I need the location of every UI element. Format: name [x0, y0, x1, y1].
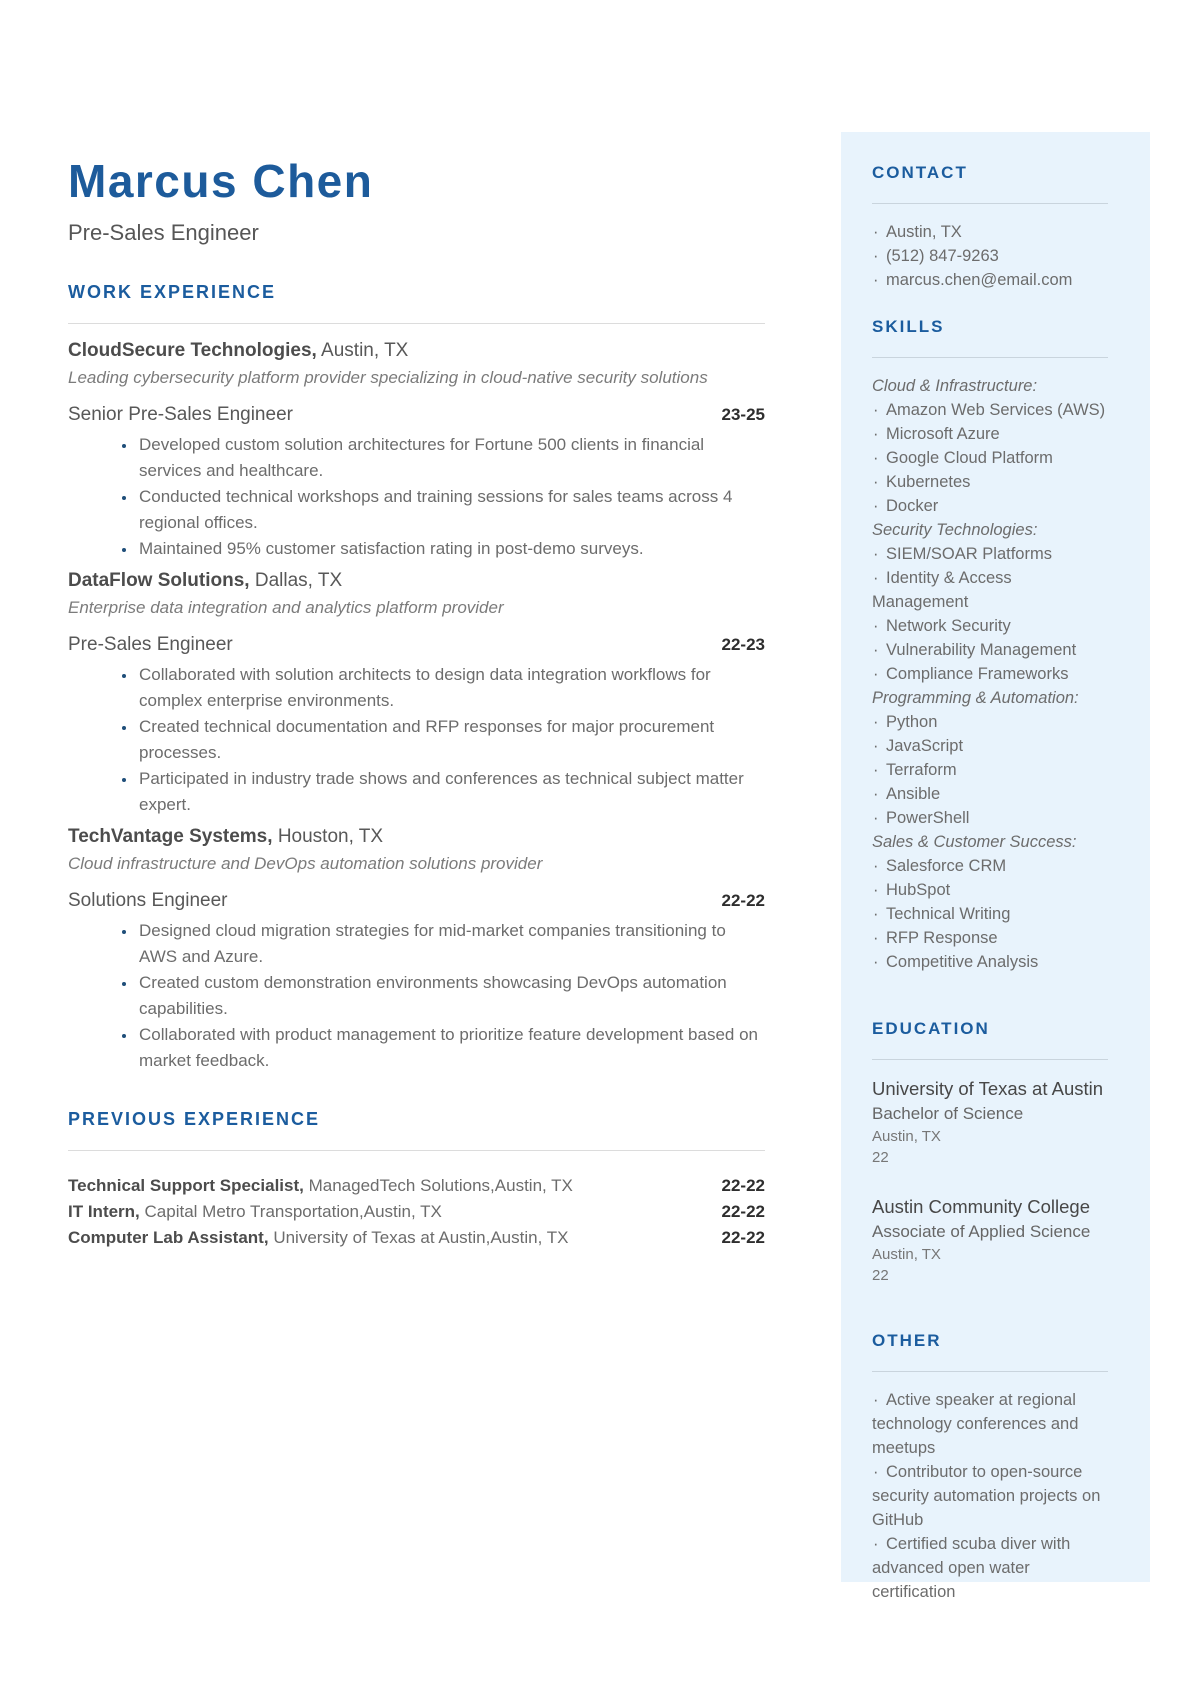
- divider: [68, 323, 765, 324]
- sidebar: [841, 132, 1150, 1601]
- school-name: University of Texas at Austin: [872, 1078, 1104, 1099]
- previous-company: Capital Metro Transportation,Austin, TX: [144, 1202, 442, 1222]
- skill-item: · JavaScript: [872, 734, 1108, 758]
- previous-role: IT Intern,: [68, 1202, 140, 1222]
- section-heading-previous: PREVIOUS EXPERIENCE: [68, 1109, 321, 1130]
- school-location: Austin, TX: [872, 1246, 941, 1263]
- role-dates: 23-25: [721, 405, 765, 425]
- role-row: [68, 888, 765, 914]
- degree: Associate of Applied Science: [872, 1222, 1091, 1241]
- company-location: Austin, TX: [321, 340, 409, 362]
- role-title: Senior Pre-Sales Engineer: [68, 404, 293, 426]
- bullet-list: [68, 918, 765, 1074]
- skill-item: · Terraform: [872, 758, 1108, 782]
- company-description: Leading cybersecurity platform provider specializing in cloud-native security solutions: [68, 368, 708, 388]
- divider: [872, 1371, 1108, 1372]
- previous-experience-row: [68, 1173, 765, 1199]
- section-heading-contact: CONTACT: [872, 163, 968, 182]
- previous-dates: 22-22: [721, 1176, 765, 1196]
- skill-category: Cloud & Infrastructure:: [872, 377, 1038, 395]
- previous-role-line: [68, 1199, 442, 1225]
- other-item: · Active speaker at regional technology conferences and meetups: [872, 1388, 1108, 1460]
- skill-category: Sales & Customer Success:: [872, 833, 1077, 851]
- skill-item: · Kubernetes: [872, 470, 1108, 494]
- company-name: DataFlow Solutions,: [68, 570, 250, 592]
- section-heading-skills: SKILLS: [872, 317, 945, 336]
- school-name: Austin Community College: [872, 1196, 1090, 1217]
- skill-item: · Compliance Frameworks: [872, 662, 1108, 686]
- bullet-list: [68, 662, 765, 818]
- divider: [872, 357, 1108, 358]
- previous-role-line: [68, 1225, 568, 1251]
- divider: [872, 203, 1108, 204]
- skill-item: · HubSpot: [872, 878, 1108, 902]
- company-description: Cloud infrastructure and DevOps automation solutions provider: [68, 854, 543, 874]
- company-name: TechVantage Systems,: [68, 826, 273, 848]
- skill-item: · PowerShell: [872, 806, 1108, 830]
- skill-item: · Amazon Web Services (AWS): [872, 398, 1108, 422]
- school-location: Austin, TX: [872, 1128, 941, 1145]
- other-item: · Contributor to open-source security automation projects on GitHub: [872, 1460, 1108, 1532]
- role-dates: 22-22: [721, 891, 765, 911]
- degree: Bachelor of Science: [872, 1104, 1024, 1123]
- contact-email: · marcus.chen@email.com: [872, 268, 1108, 292]
- contact-location: · Austin, TX: [872, 220, 1108, 244]
- section-heading-other: OTHER: [872, 1331, 942, 1350]
- skill-item: · Ansible: [872, 782, 1108, 806]
- role-row: [68, 632, 765, 658]
- section-heading-work: WORK EXPERIENCE: [68, 282, 277, 303]
- skill-item: · Competitive Analysis: [872, 950, 1108, 974]
- skill-item: · SIEM/SOAR Platforms: [872, 542, 1108, 566]
- bullet-item: • Developed custom solution architectures for Fortune 500 clients in financial services and healthcare.: [137, 432, 765, 484]
- previous-dates: 22-22: [721, 1202, 765, 1222]
- job-title: Pre-Sales Engineer: [68, 219, 259, 245]
- role-dates: 22-23: [721, 635, 765, 655]
- divider: [68, 1150, 765, 1151]
- bullet-item: • Designed cloud migration strategies for mid-market companies transitioning to AWS and Azure.: [137, 918, 765, 970]
- contact-phone: · (512) 847-9263: [872, 244, 1108, 268]
- skill-item: · Python: [872, 710, 1108, 734]
- previous-role-line: [68, 1173, 573, 1199]
- section-heading-education: EDUCATION: [872, 1019, 990, 1038]
- company-line: [68, 824, 765, 850]
- role-title: Pre-Sales Engineer: [68, 634, 233, 656]
- skill-category: Programming & Automation:: [872, 689, 1079, 707]
- other-item: · Certified scuba diver with advanced open water certification: [872, 1532, 1108, 1604]
- skill-item: · Technical Writing: [872, 902, 1108, 926]
- divider: [872, 1059, 1108, 1060]
- bullet-item: • Created technical documentation and RFP responses for major procurement processes.: [137, 714, 765, 766]
- bullet-item: • Collaborated with solution architects to design data integration workflows for complex enterprise environments.: [137, 662, 765, 714]
- skill-item: · Network Security: [872, 614, 1108, 638]
- bullet-item: • Participated in industry trade shows and conferences as technical subject matter expert.: [137, 766, 765, 818]
- skill-category: Security Technologies:: [872, 521, 1038, 539]
- skill-item: · RFP Response: [872, 926, 1108, 950]
- education-entry: [872, 1194, 1108, 1286]
- company-description: Enterprise data integration and analytics platform provider: [68, 598, 504, 618]
- company-name: CloudSecure Technologies,: [68, 340, 317, 362]
- school-year: 22: [872, 1149, 889, 1166]
- bullet-item: • Maintained 95% customer satisfaction rating in post-demo surveys.: [137, 536, 765, 562]
- skill-item: · Microsoft Azure: [872, 422, 1108, 446]
- company-location: Houston, TX: [277, 826, 384, 848]
- bullet-item: • Created custom demonstration environments showcasing DevOps automation capabilities.: [137, 970, 765, 1022]
- school-year: 22: [872, 1267, 889, 1284]
- previous-experience-list: [68, 1173, 765, 1251]
- role-row: [68, 402, 765, 428]
- skill-item: · Identity & Access Management: [872, 566, 1108, 614]
- skill-item: · Google Cloud Platform: [872, 446, 1108, 470]
- company-location: Dallas, TX: [254, 570, 343, 592]
- previous-company: ManagedTech Solutions,Austin, TX: [308, 1176, 573, 1196]
- previous-experience-row: [68, 1225, 765, 1251]
- bullet-item: • Conducted technical workshops and training sessions for sales teams across 4 regional offices.: [137, 484, 765, 536]
- role-title: Solutions Engineer: [68, 890, 228, 912]
- skill-item: · Docker: [872, 494, 1108, 518]
- skill-item: · Salesforce CRM: [872, 854, 1108, 878]
- page-title: Marcus Chen: [68, 155, 374, 207]
- bullet-item: • Collaborated with product management to prioritize feature development based on market feedback.: [137, 1022, 765, 1074]
- previous-role: Computer Lab Assistant,: [68, 1228, 269, 1248]
- company-line: [68, 568, 765, 594]
- skill-item: · Vulnerability Management: [872, 638, 1108, 662]
- previous-experience-row: [68, 1199, 765, 1225]
- bullet-list: [68, 432, 765, 562]
- previous-company: University of Texas at Austin,Austin, TX: [273, 1228, 569, 1248]
- main-column: [68, 0, 765, 1251]
- education-entry: [872, 1076, 1108, 1168]
- company-line: [68, 338, 765, 364]
- previous-role: Technical Support Specialist,: [68, 1176, 304, 1196]
- previous-dates: 22-22: [721, 1228, 765, 1248]
